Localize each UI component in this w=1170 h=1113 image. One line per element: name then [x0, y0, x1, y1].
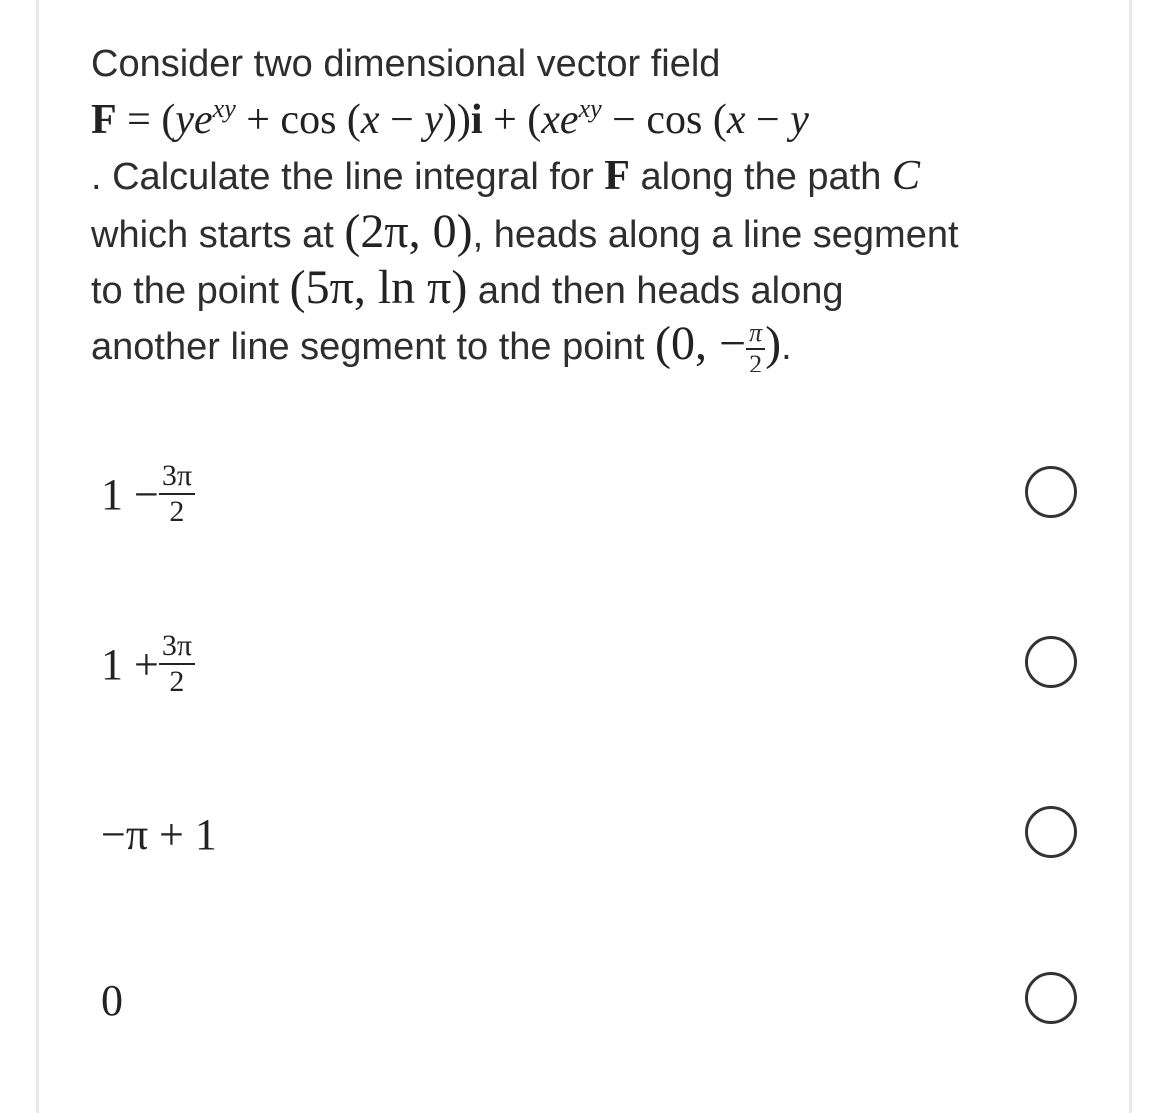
- fraction-denominator: 2: [169, 495, 185, 528]
- option-label: [101, 604, 195, 724]
- answer-option-3[interactable]: [39, 774, 1132, 894]
- question-line-4: [91, 204, 1121, 260]
- middle-point: (5π, ln π): [289, 261, 468, 314]
- formula-part: y: [790, 97, 809, 143]
- question-text: [91, 36, 1121, 372]
- question-line-1: [91, 36, 1121, 92]
- formula-part: e: [194, 97, 213, 143]
- path-symbol: C: [891, 153, 920, 199]
- vector-field-formula: [91, 92, 1121, 148]
- end-point-open: (0, −: [655, 317, 747, 370]
- formula-part: y: [424, 97, 443, 143]
- formula-part: −: [379, 97, 425, 143]
- field-symbol: F: [91, 97, 117, 143]
- option-text: 1 +: [101, 639, 159, 689]
- formula-part: )): [442, 97, 471, 143]
- formula-part: x: [726, 97, 746, 143]
- option-fraction: [159, 461, 195, 527]
- formula-part: −: [745, 97, 791, 143]
- formula-exponent: xy: [578, 94, 602, 123]
- question-line-6: [91, 316, 1121, 372]
- option-text: 0: [101, 975, 123, 1025]
- formula-part: x: [541, 97, 560, 143]
- formula-part: y: [175, 97, 194, 143]
- question-text-part: , heads along a line segment: [472, 214, 959, 256]
- radio-button[interactable]: [1025, 636, 1077, 688]
- option-label: [101, 940, 123, 1060]
- formula-part: − cos (: [601, 97, 727, 143]
- question-text-part: . Calculate the line integral for: [91, 156, 605, 198]
- formula-exponent: xy: [212, 94, 236, 123]
- formula-part: = (: [116, 97, 176, 143]
- radio-button[interactable]: [1025, 466, 1077, 518]
- fraction-numerator: 3π: [159, 461, 195, 495]
- fraction-denominator: 2: [749, 349, 763, 372]
- field-symbol: F: [604, 153, 630, 199]
- question-intro: Consider two dimensional vector field: [91, 43, 721, 85]
- question-text-part: which starts at: [91, 214, 345, 256]
- start-point: (2π, 0): [344, 205, 473, 258]
- question-line-5: [91, 260, 1121, 316]
- fraction-denominator: 2: [169, 665, 185, 698]
- answer-option-4[interactable]: [39, 940, 1132, 1060]
- radio-button[interactable]: [1025, 972, 1077, 1024]
- radio-button[interactable]: [1025, 806, 1077, 858]
- formula-part: e: [559, 97, 579, 143]
- end-point-fraction: [746, 317, 765, 372]
- question-text-part: and then heads along: [467, 270, 844, 312]
- option-text: 1 −: [101, 469, 159, 519]
- question-line-3: [91, 148, 1121, 204]
- option-fraction: [159, 631, 195, 697]
- answer-option-2[interactable]: [39, 604, 1132, 724]
- option-label: [101, 774, 217, 894]
- question-text-part: to the point: [91, 270, 290, 312]
- option-text: −π + 1: [101, 809, 217, 859]
- question-card: [36, 0, 1132, 1113]
- fraction-numerator: π: [746, 320, 765, 350]
- formula-part: + (: [482, 97, 542, 143]
- question-text-part: .: [781, 326, 792, 368]
- question-text-part: another line segment to the point: [91, 326, 656, 368]
- end-point-close: ): [765, 317, 782, 370]
- formula-part: + cos (: [235, 97, 361, 143]
- formula-part: x: [360, 97, 380, 143]
- fraction-numerator: 3π: [159, 631, 195, 665]
- option-label: [101, 434, 195, 554]
- question-text-part: along the path: [629, 156, 892, 198]
- unit-vector-i: i: [470, 97, 483, 143]
- answer-option-1[interactable]: [39, 434, 1132, 554]
